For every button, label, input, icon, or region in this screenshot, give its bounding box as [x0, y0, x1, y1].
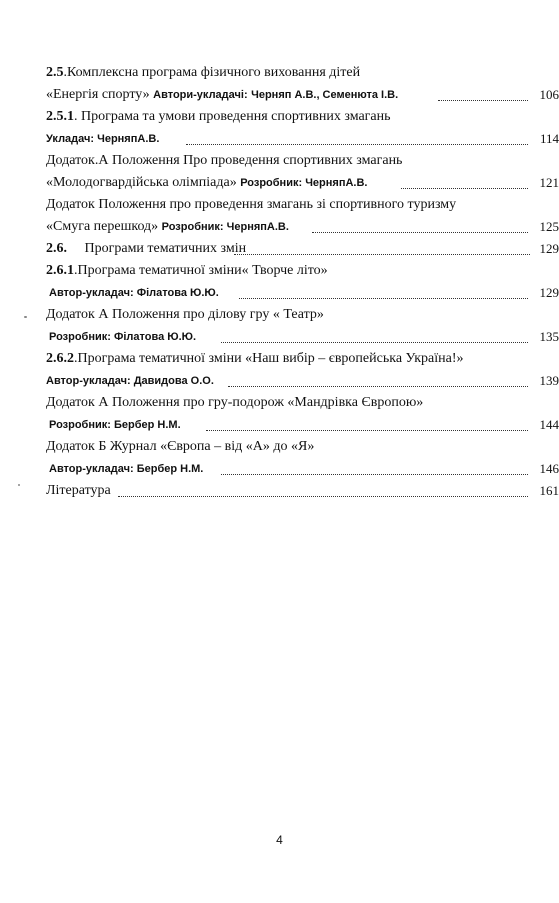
- toc-line: [46, 106, 559, 128]
- toc-line: [46, 370, 559, 392]
- authors: Автор-укладач: Давидова О.О.: [46, 375, 214, 387]
- section-title: Додаток Б Журнал «Європа – від «А» до «Я»: [46, 439, 315, 454]
- scan-speck: [24, 316, 27, 318]
- toc-line: [46, 238, 559, 260]
- page-number: 106: [539, 87, 559, 102]
- section-title: Програми тематичних змін: [84, 241, 247, 256]
- toc-line: [46, 392, 559, 414]
- page-number: 129: [539, 285, 559, 300]
- toc-line: [46, 128, 559, 150]
- section-title: Додаток Положення про проведення змагань зі спортивного туризму: [46, 197, 457, 212]
- leader-dots: [239, 297, 528, 299]
- section-title: .Комплексна програма фізичного виховання дітей: [63, 65, 361, 80]
- section-title: Додаток А Положення про ділову гру « Театр»: [46, 307, 324, 322]
- authors: Розробник: Бербер Н.М.: [49, 419, 181, 431]
- authors: Розробник: ЧерняпА.В.: [161, 221, 289, 233]
- page-number: 135: [539, 329, 559, 344]
- leader-dots: [206, 429, 528, 431]
- leader-dots: [401, 187, 528, 189]
- authors: Автор-укладач: Бербер Н.М.: [49, 463, 204, 475]
- section-title: Додаток А Положення про гру-подорож «Мандрівка Європою»: [46, 395, 424, 410]
- toc-line: [46, 282, 559, 304]
- authors: Розробник: Філатова Ю.Ю.: [49, 331, 197, 343]
- leader-dots: [186, 143, 528, 145]
- toc-line: [46, 216, 559, 238]
- page-number: 139: [539, 373, 559, 388]
- section-title: «Енергія спорту»: [46, 87, 150, 102]
- section-title: .Програма тематичної зміни« Творче літо»: [74, 263, 328, 278]
- toc-line: [46, 458, 559, 480]
- toc-line: [46, 414, 559, 436]
- toc-line: [46, 84, 559, 106]
- leader-dots: [234, 253, 530, 255]
- scan-speck: [18, 484, 20, 486]
- section-number: 2.6.: [46, 241, 67, 256]
- leader-dots: [312, 231, 528, 233]
- section-title: Додаток.А Положення Про проведення спортивних змагань: [46, 153, 403, 168]
- leader-dots: [221, 341, 528, 343]
- page-footer-number: 4: [276, 833, 283, 847]
- page-number: 121: [539, 175, 559, 190]
- authors: Автор-укладач: Філатова Ю.Ю.: [49, 287, 219, 299]
- page-number: 161: [539, 483, 559, 498]
- toc-line: [46, 326, 559, 348]
- toc-line: [46, 480, 559, 502]
- authors: Черняп А.В., Семенюта І.В.: [251, 89, 399, 101]
- section-title: . Програма та умови проведення спортивних змагань: [74, 109, 391, 124]
- leader-dots: [228, 385, 528, 387]
- leader-dots: [221, 473, 528, 475]
- authors-label: Автори-укладачі:: [153, 89, 248, 101]
- toc-line: [46, 260, 559, 282]
- section-number: 2.5.1: [46, 109, 74, 124]
- toc-line: [46, 150, 559, 172]
- toc-line: [46, 172, 559, 194]
- section-number: 2.6.2: [46, 351, 74, 366]
- section-title: «Смуга перешкод»: [46, 219, 159, 234]
- toc-line: [46, 348, 559, 370]
- section-title: «Молодогвардійська олімпіада»: [46, 175, 237, 190]
- page-number: 146: [539, 461, 559, 476]
- section-number: 2.6.1: [46, 263, 74, 278]
- authors: Розробник: ЧерняпА.В.: [240, 177, 368, 189]
- page-number: 125: [539, 219, 559, 234]
- section-title: .Програма тематичної зміни «Наш вибір – європейська Україна!»: [74, 351, 464, 366]
- page-number: 114: [539, 131, 559, 146]
- section-title: Література: [46, 483, 111, 498]
- toc-line: [46, 304, 559, 326]
- page-number: 144: [539, 417, 559, 432]
- authors: Укладач: ЧерняпА.В.: [46, 133, 160, 145]
- section-number: 2.5: [46, 65, 64, 80]
- leader-dots: [438, 99, 528, 101]
- leader-dots: [118, 495, 528, 497]
- table-of-contents: [46, 62, 559, 502]
- toc-line: [46, 62, 559, 84]
- toc-line: [46, 436, 559, 458]
- page-number: 129: [539, 241, 559, 256]
- toc-line: [46, 194, 559, 216]
